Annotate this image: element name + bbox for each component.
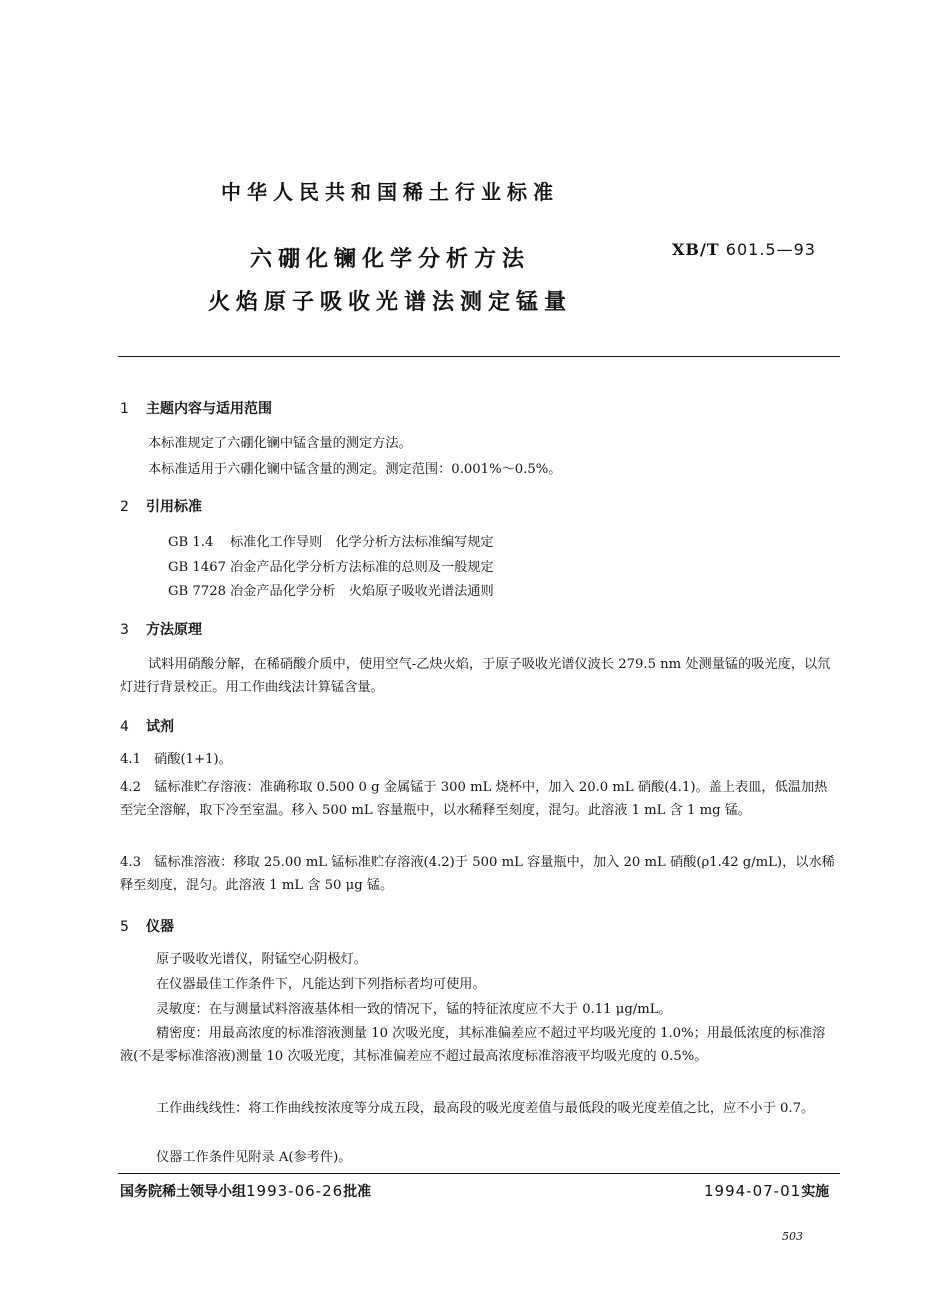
approval-line [120, 1181, 371, 1201]
effective-suffix: 实施 [801, 1184, 830, 1200]
standard-code-prefix: XB/T [672, 240, 720, 259]
section-5-title: 仪器 [146, 919, 174, 935]
precision-paragraph: 精密度：用最高浓度的标准溶液测量 10 次吸光度，其标准偏差应不超过平均吸光度的 1.0%；用最低浓度的标准溶液(不是零标准溶液)测量 10 次吸光度，其标准偏差应不超过最高浓度标准溶液平均吸光度的 0.5%。 [120, 1026, 826, 1064]
reference-item [168, 556, 494, 575]
document-title-line-2: 火焰原子吸收光谱法测定锰量 [207, 290, 572, 315]
issuing-body-heading: 中华人民共和国稀土行业标准 [221, 180, 559, 204]
effective-line [704, 1181, 829, 1201]
section-2-heading [120, 496, 202, 516]
reference-title: 冶金产品化学分析 火焰原子吸收光谱法通则 [230, 584, 494, 599]
section-1-title: 主题内容与适用范围 [146, 401, 272, 417]
reference-code: GB 1467 [168, 560, 226, 575]
section-1-number: 1 [120, 401, 129, 417]
reference-title: 冶金产品化学分析方法标准的总则及一般规定 [230, 560, 494, 575]
reagent-4-2: 4.2 锰标准贮存溶液：准确称取 0.500 0 g 金属锰于 300 mL 烧杯中，加入 20.0 mL 硝酸(4.1)。盖上表皿，低温加热至完全溶解，取下冷至室温。移入 500 mL 容量瓶中，以水稀释至刻度，混匀。此溶液 1 mL 含 1 mg 锰。 [120, 780, 828, 818]
page-number: 503 [782, 1230, 803, 1243]
section-5-paragraph-2: 在仪器最佳工作条件下，凡能达到下列指标者均可使用。 [156, 977, 486, 992]
document-title-line-1: 六硼化镧化学分析方法 [249, 247, 530, 272]
section-3-heading [120, 619, 202, 639]
reference-title: 标准化工作导则 化学分析方法标准编写规定 [230, 535, 494, 550]
section-1-paragraph-1: 本标准规定了六硼化镧中锰含量的测定方法。 [148, 436, 412, 451]
section-1-heading [120, 398, 272, 418]
standard-code [672, 240, 816, 259]
header-divider [118, 356, 840, 357]
reference-item [168, 580, 494, 599]
section-5-number: 5 [120, 919, 129, 935]
section-3-title: 方法原理 [146, 622, 202, 638]
instrument-conditions-paragraph: 仪器工作条件见附录 A(参考件)。 [156, 1150, 352, 1165]
section-4-heading [120, 716, 174, 736]
section-3-number: 3 [120, 622, 129, 638]
section-2-number: 2 [120, 499, 129, 515]
reference-item [168, 531, 494, 550]
sensitivity-paragraph: 灵敏度：在与测量试料溶液基体相一致的情况下，锰的特征浓度应不大于 0.11 μg/mL。 [156, 1002, 672, 1017]
effective-date: 1994-07-01 [704, 1182, 802, 1200]
reference-code: GB 1.4 [168, 535, 214, 550]
linearity-paragraph: 工作曲线线性：将工作曲线按浓度等分成五段，最高段的吸光度差值与最低段的吸光度差值之比，应不小于 0.7。 [156, 1101, 815, 1116]
section-4-title: 试剂 [146, 719, 174, 735]
reagent-4-1: 4.1 硝酸(1+1)。 [120, 752, 232, 767]
section-5-paragraph-1: 原子吸收光谱仪，附锰空心阴极灯。 [156, 952, 367, 967]
approval-date: 1993-06-26 [246, 1182, 344, 1200]
section-2-title: 引用标准 [146, 499, 202, 515]
standard-code-number: 601.5—93 [725, 240, 816, 259]
footer-divider [118, 1173, 840, 1174]
section-5-heading [120, 916, 174, 936]
section-1-paragraph-2: 本标准适用于六硼化镧中锰含量的测定。测定范围：0.001%～0.5%。 [148, 462, 562, 477]
section-3-paragraph: 试料用硝酸分解，在稀硝酸介质中，使用空气-乙炔火焰，于原子吸收光谱仪波长 279.5 nm 处测量锰的吸光度，以氘灯进行背景校正。用工作曲线法计算锰含量。 [120, 657, 831, 695]
approval-org: 国务院稀土领导小组 [120, 1184, 246, 1200]
section-4-number: 4 [120, 719, 129, 735]
approval-suffix: 批准 [343, 1184, 372, 1200]
reagent-4-3: 4.3 锰标准溶液：移取 25.00 mL 锰标准贮存溶液(4.2)于 500 mL 容量瓶中，加入 20 mL 硝酸(ρ1.42 g/mL)，以水稀释至刻度，混匀。此溶液 1 mL 含 50 μg 锰。 [120, 855, 835, 893]
reference-code: GB 7728 [168, 584, 226, 599]
